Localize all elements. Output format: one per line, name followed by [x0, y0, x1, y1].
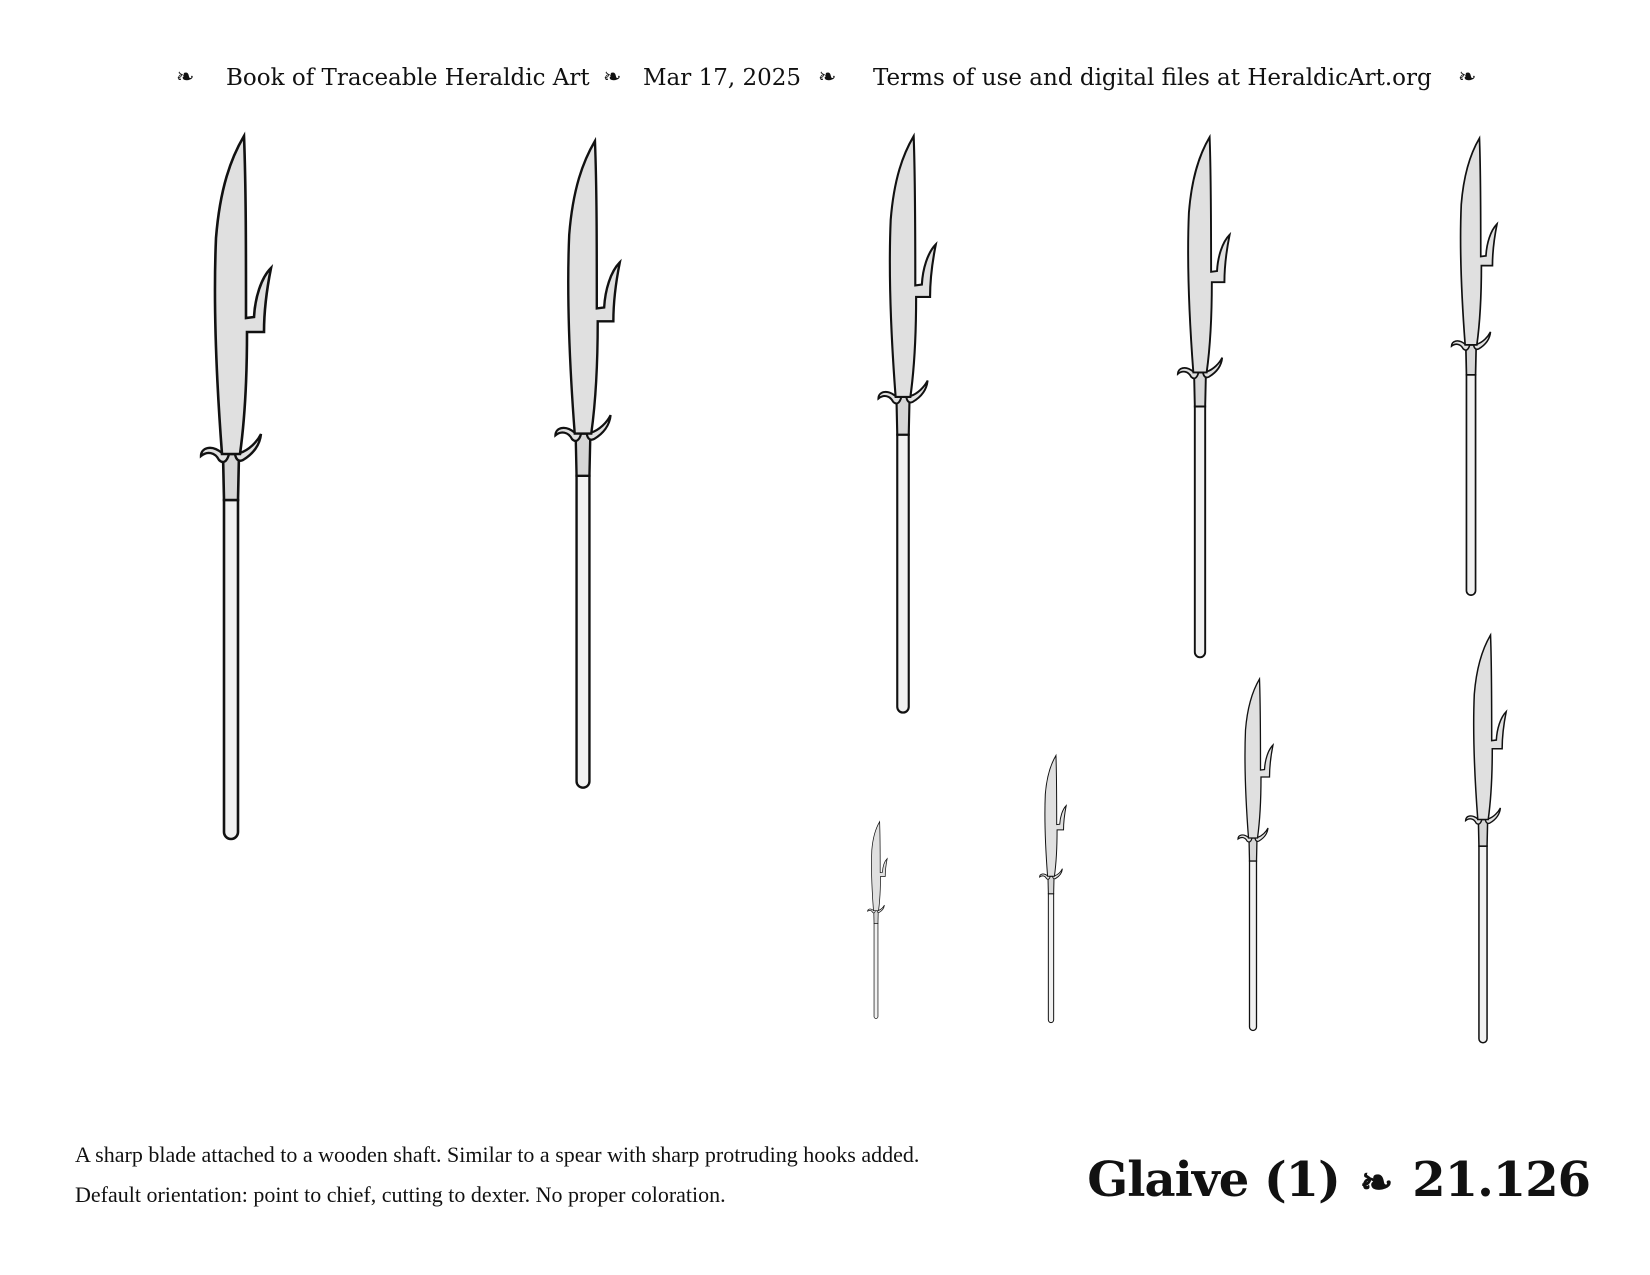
glaive-small-3: [1040, 755, 1067, 1022]
terms-link[interactable]: Terms of use and digital files at HeraldicArt.org: [873, 65, 1432, 91]
glaive-large-1: [201, 136, 271, 839]
glaive-small-2: [1238, 679, 1273, 1031]
glaive-small-4: [868, 822, 888, 1019]
book-title: Book of Traceable Heraldic Art: [226, 65, 590, 91]
glaive-small-1: [1466, 635, 1507, 1043]
fleuron-icon: ❧: [603, 65, 622, 90]
description-line-2: Default orientation: point to chief, cutting to dexter. No proper coloration.: [75, 1182, 726, 1207]
glaive-large-2: [555, 141, 619, 788]
description-line-1: A sharp blade attached to a wooden shaft. Similar to a spear with sharp protruding hooks added.: [75, 1142, 920, 1167]
glaive-large-4: [1178, 137, 1230, 657]
fleuron-icon: ❧: [1458, 65, 1477, 90]
fleuron-icon: ❧: [1359, 1159, 1393, 1206]
plate-number: 21.126: [1412, 1152, 1590, 1208]
description: [75, 1135, 1115, 1215]
header-date: Mar 17, 2025: [643, 65, 801, 91]
plate-title: [1087, 1148, 1590, 1215]
fleuron-icon: ❧: [176, 65, 195, 90]
glaive-large-3: [878, 136, 935, 712]
fleuron-icon: ❧: [818, 65, 837, 90]
plate-name: Glaive (1): [1087, 1152, 1340, 1208]
glaive-large-5: [1452, 138, 1498, 595]
